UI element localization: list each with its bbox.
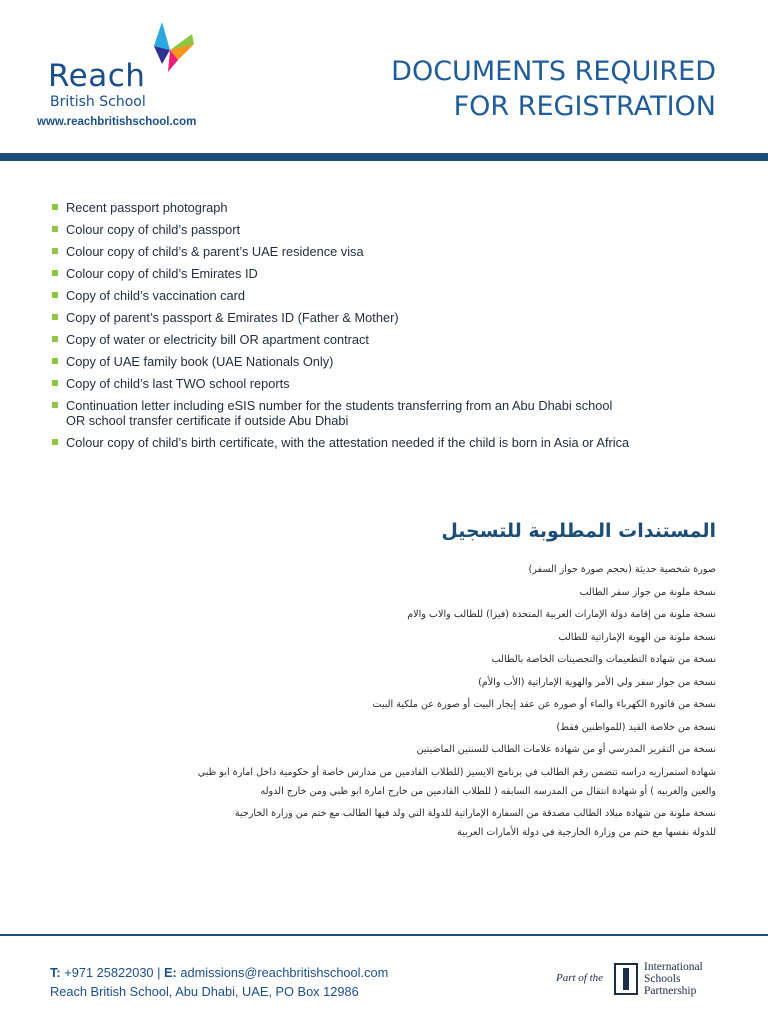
school-logo[interactable] xyxy=(48,20,208,120)
list-item-text: Colour copy of child’s & parent’s UAE residence visa xyxy=(66,244,364,259)
bullet-icon xyxy=(52,380,58,386)
phone-label: T: xyxy=(50,965,61,980)
list-item xyxy=(52,244,742,259)
arabic-list-item: نسخة ملونة من إقامة دولة الإمارات العربية المتحدة (فيزا) للطالب والاب والام xyxy=(407,609,716,620)
arabic-list-item: نسخة من فاتورة الكهرباء والماء أو صورة عن عقد إيجار البيت أو صورة عن ملكية البيت xyxy=(372,699,716,710)
list-item xyxy=(52,435,742,450)
title-line-1: DOCUMENTS REQUIRED xyxy=(391,56,716,87)
phone-number[interactable]: +971 25822030 xyxy=(64,965,154,980)
bullet-icon xyxy=(52,204,58,210)
page-title xyxy=(391,54,716,124)
footer-divider xyxy=(0,934,768,936)
bullet-icon xyxy=(52,402,58,408)
bullet-icon xyxy=(52,439,58,445)
website-link[interactable]: www.reachbritishschool.com xyxy=(37,116,197,128)
list-item-text: Continuation letter including eSIS number for the students transferring from an Abu Dhabi school OR school transfer certificate if outside Abu Dhabi xyxy=(66,398,613,428)
list-item-text: Copy of parent’s passport & Emirates ID (Father & Mother) xyxy=(66,310,399,325)
page-header xyxy=(0,0,768,160)
separator: | xyxy=(157,965,161,980)
postal-address: Reach British School, Abu Dhabi, UAE, PO Box 12986 xyxy=(50,984,359,999)
list-item-text: Copy of child’s vaccination card xyxy=(66,288,246,303)
contact-line xyxy=(50,963,388,982)
title-line-2: FOR REGISTRATION xyxy=(453,91,716,122)
footer-contact xyxy=(50,963,388,1001)
requirements-list-arabic xyxy=(96,560,716,846)
bullet-icon xyxy=(52,226,58,232)
arabic-list-item: نسخة ملونة من الهوية الإماراتية للطالب xyxy=(558,631,716,643)
arabic-list-item: نسخة ملونة من شهادة ميلاد الطالب مصدقة من السفارة الإماراتية للدولة التي ولد فيها الطالب مع ختم من وزارة الخارجية للدولة نفسها مع ختم من وزارة الخارجية في دولة الأمارات العربية xyxy=(234,808,716,838)
butterfly-logo-icon xyxy=(148,20,198,75)
arabic-list-item: نسخة من خلاصة القيد (للمواطنين فقط) xyxy=(556,721,716,733)
arabic-list-item: نسخة من التقرير المدرسي أو من شهادة علامات الطالب للسنتين الماضيتين xyxy=(416,744,716,755)
partner-logo[interactable] xyxy=(556,960,736,1000)
bullet-icon xyxy=(52,292,58,298)
arabic-list-item: نسخة من شهادة التطعيمات والتحصينات الخاصة بالطالب xyxy=(491,654,716,665)
bullet-icon xyxy=(52,336,58,342)
list-item xyxy=(52,222,742,237)
list-item xyxy=(52,354,742,369)
arabic-list-item: نسخة ملونة من جواز سفر الطالب xyxy=(579,586,716,598)
arabic-list-item: شهادة استمراريه دراسه تتضمن رقم الطالب في برنامج الايسيز (للطلاب القادمين من مدارس خاصة أو حكومية داخل امارة ابو ظبي والعين والغربيه ) أو شهادة انتقال من المدرسه السابقه ( للطلاب القادمين من خارج امارة ابو ظبي ومن خارج الدوله xyxy=(197,766,716,797)
list-item xyxy=(52,376,742,391)
list-item-text: Colour copy of child’s birth certificate, with the attestation needed if the child is born in Asia or Africa xyxy=(66,435,630,450)
list-item xyxy=(52,332,742,347)
list-item-text: Copy of UAE family book (UAE Nationals Only) xyxy=(66,354,334,369)
header-divider xyxy=(0,153,768,161)
email-link[interactable]: admissions@reachbritishschool.com xyxy=(180,965,389,980)
bullet-icon xyxy=(52,358,58,364)
bullet-icon xyxy=(52,270,58,276)
list-item-text: Copy of water or electricity bill OR apartment contract xyxy=(66,332,369,347)
bullet-icon xyxy=(52,314,58,320)
arabic-list-item: نسخة من جواز سفر ولي الأمر والهوية الإماراتية (الأب والأم) xyxy=(478,676,716,688)
list-item xyxy=(52,398,742,428)
partner-name: International Schools Partnership xyxy=(644,961,703,997)
list-item-text: Colour copy of child’s Emirates ID xyxy=(66,266,258,281)
partner-prefix: Part of the xyxy=(556,972,604,984)
requirements-list-english xyxy=(52,200,742,457)
list-item xyxy=(52,288,742,303)
logo-subtitle: British School xyxy=(50,94,146,110)
arabic-list-item: صورة شخصية حديثة (بحجم صورة جواز السفر) xyxy=(528,564,716,575)
list-item xyxy=(52,266,742,281)
isp-emblem-icon xyxy=(614,963,638,995)
arabic-section-title: المستندات المطلوبة للتسجيل xyxy=(441,520,716,542)
list-item-text: Recent passport photograph xyxy=(66,200,228,215)
logo-name: Reach xyxy=(48,58,146,94)
email-label: E: xyxy=(164,965,177,980)
list-item xyxy=(52,200,742,215)
bullet-icon xyxy=(52,248,58,254)
list-item xyxy=(52,310,742,325)
list-item-text: Copy of child’s last TWO school reports xyxy=(66,376,290,391)
list-item-text: Colour copy of child’s passport xyxy=(66,222,241,237)
